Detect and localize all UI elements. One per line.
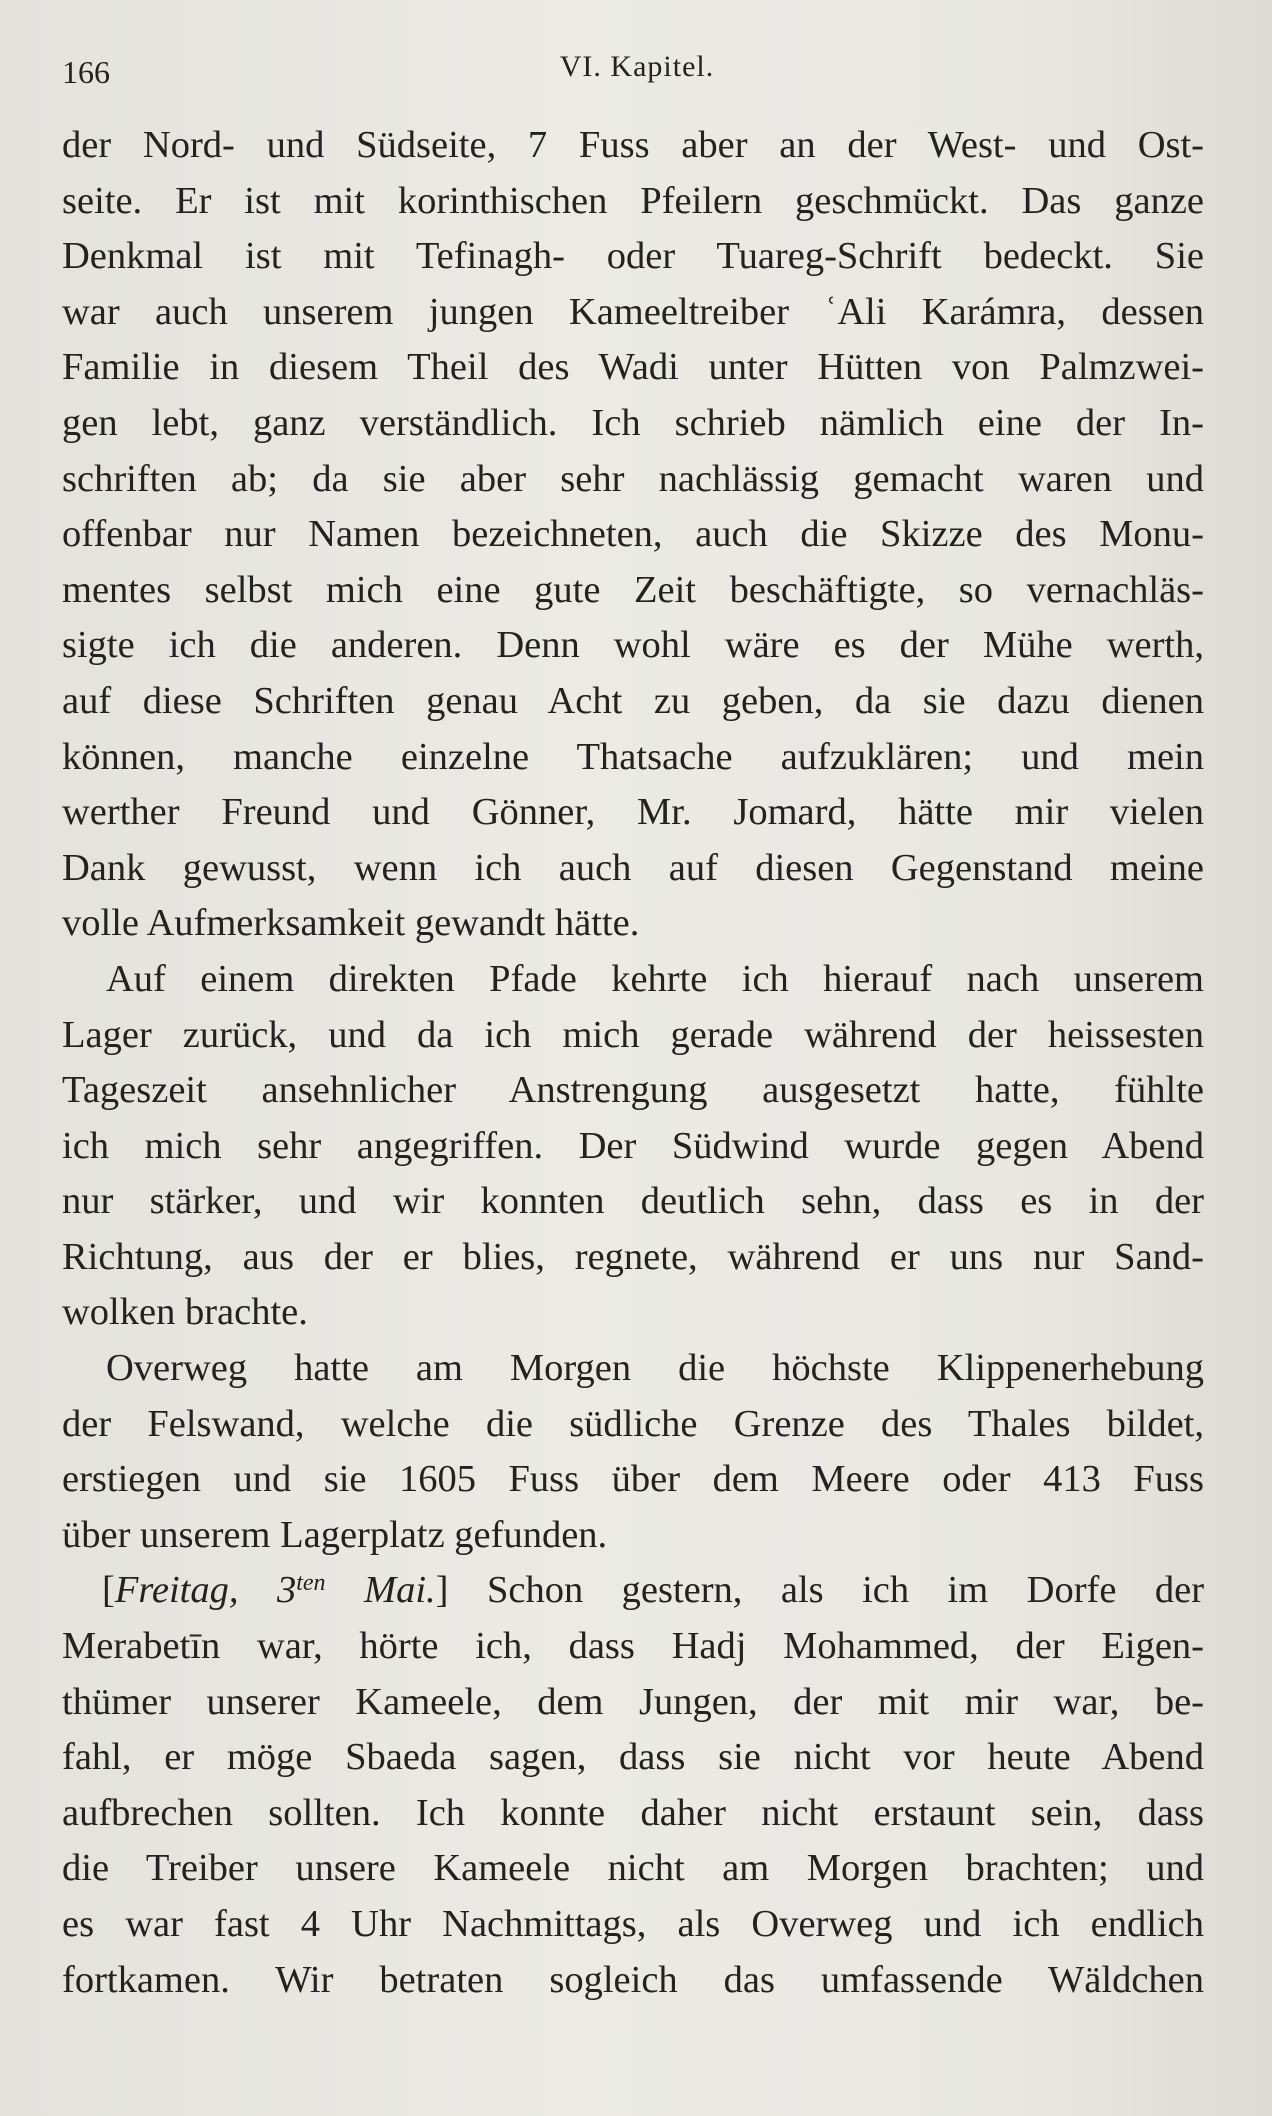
text-line: Merabetīn war, hörte ich, dass Hadj Mohammed, der Eigen- (62, 1625, 1204, 1668)
text-line: die Treiber unsere Kameele nicht am Morgen brachten; und (62, 1847, 1204, 1890)
text-line: Familie in diesem Theil des Wadi unter Hütten von Palmzwei- (62, 346, 1204, 389)
page-number: 166 (62, 54, 110, 90)
dated-entry-line (62, 1563, 1204, 1619)
text-line: mentes selbst mich eine gute Zeit beschäftigte, so vernachläs- (62, 568, 1204, 611)
text-line: seite. Er ist mit korinthischen Pfeilern geschmückt. Das ganze (62, 179, 1204, 222)
text-line: offenbar nur Namen bezeichneten, auch die Skizze des Monu- (62, 513, 1204, 556)
entry-weekday: Freitag, (114, 1569, 239, 1612)
text-line: auf diese Schriften genau Acht zu geben, da sie dazu dienen (62, 679, 1204, 722)
text-line: der Nord- und Südseite, 7 Fuss aber an der West- und Ost- (62, 124, 1204, 166)
text-line: volle Aufmerksamkeit gewandt hätte. (62, 902, 640, 945)
body-text (62, 118, 1204, 2008)
text-line: werther Freund und Gönner, Mr. Jomard, hätte mir vielen (62, 791, 1204, 834)
bracket-close: ] (435, 1569, 449, 1612)
text-line: nur stärker, und wir konnten deutlich sehn, dass es in der (62, 1180, 1204, 1223)
running-title: VI. Kapitel. (559, 50, 715, 83)
entry-day-suffix: ten (296, 1570, 326, 1597)
text-line: fortkamen. Wir betraten sogleich das umfassende Wäldchen (62, 1958, 1204, 2001)
entry-day: 3 (276, 1569, 297, 1612)
text-line: Richtung, aus der er blies, regnete, während er uns nur Sand- (62, 1235, 1204, 1278)
text-line: es war fast 4 Uhr Nachmittags, als Overweg und ich endlich (62, 1903, 1204, 1945)
text-line: thümer unserer Kameele, dem Jungen, der mit mir war, be- (62, 1680, 1204, 1723)
paragraph-first-line: Overweg hatte am Morgen die höchste Klippenerhebung (106, 1347, 1204, 1390)
text-line: war auch unserem jungen Kameeltreiber ʿAli Karámra, dessen (62, 290, 1204, 333)
text-line: Dank gewusst, wenn ich auch auf diesen Gegenstand meine (62, 846, 1204, 889)
text-line: schriften ab; da sie aber sehr nachlässig gemacht waren und (62, 457, 1204, 500)
entry-text: Schon gestern, als ich im Dorfe der (486, 1569, 1205, 1612)
text-line: sigte ich die anderen. Denn wohl wäre es der Mühe werth, (62, 624, 1204, 667)
bracket-open: [ (102, 1569, 115, 1612)
text-line: über unserem Lagerplatz gefunden. (62, 1513, 608, 1556)
text-line: der Felswand, welche die südliche Grenze des Thales bildet, (62, 1402, 1204, 1445)
page-header (62, 46, 1212, 94)
text-line: Denkmal ist mit Tefinagh- oder Tuareg-Schrift bedeckt. Sie (62, 235, 1204, 278)
text-line: Tageszeit ansehnlicher Anstrengung ausgesetzt hatte, fühlte (62, 1069, 1204, 1112)
text-line: gen lebt, ganz verständlich. Ich schrieb nämlich eine der In- (62, 401, 1204, 444)
text-line: ich mich sehr angegriffen. Der Südwind wurde gegen Abend (62, 1124, 1204, 1167)
entry-month: Mai. (364, 1569, 436, 1612)
text-line: erstiegen und sie 1605 Fuss über dem Meere oder 413 Fuss (62, 1458, 1204, 1501)
paragraph-first-line: Auf einem direkten Pfade kehrte ich hierauf nach unserem (106, 957, 1204, 1000)
text-line: Lager zurück, und da ich mich gerade während der heissesten (62, 1013, 1204, 1056)
text-line: können, manche einzelne Thatsache aufzuklären; und mein (62, 735, 1204, 778)
text-line: aufbrechen sollten. Ich konnte daher nicht erstaunt sein, dass (62, 1791, 1204, 1834)
text-line: wolken brachte. (62, 1291, 308, 1334)
text-line: fahl, er möge Sbaeda sagen, dass sie nicht vor heute Abend (62, 1736, 1204, 1779)
